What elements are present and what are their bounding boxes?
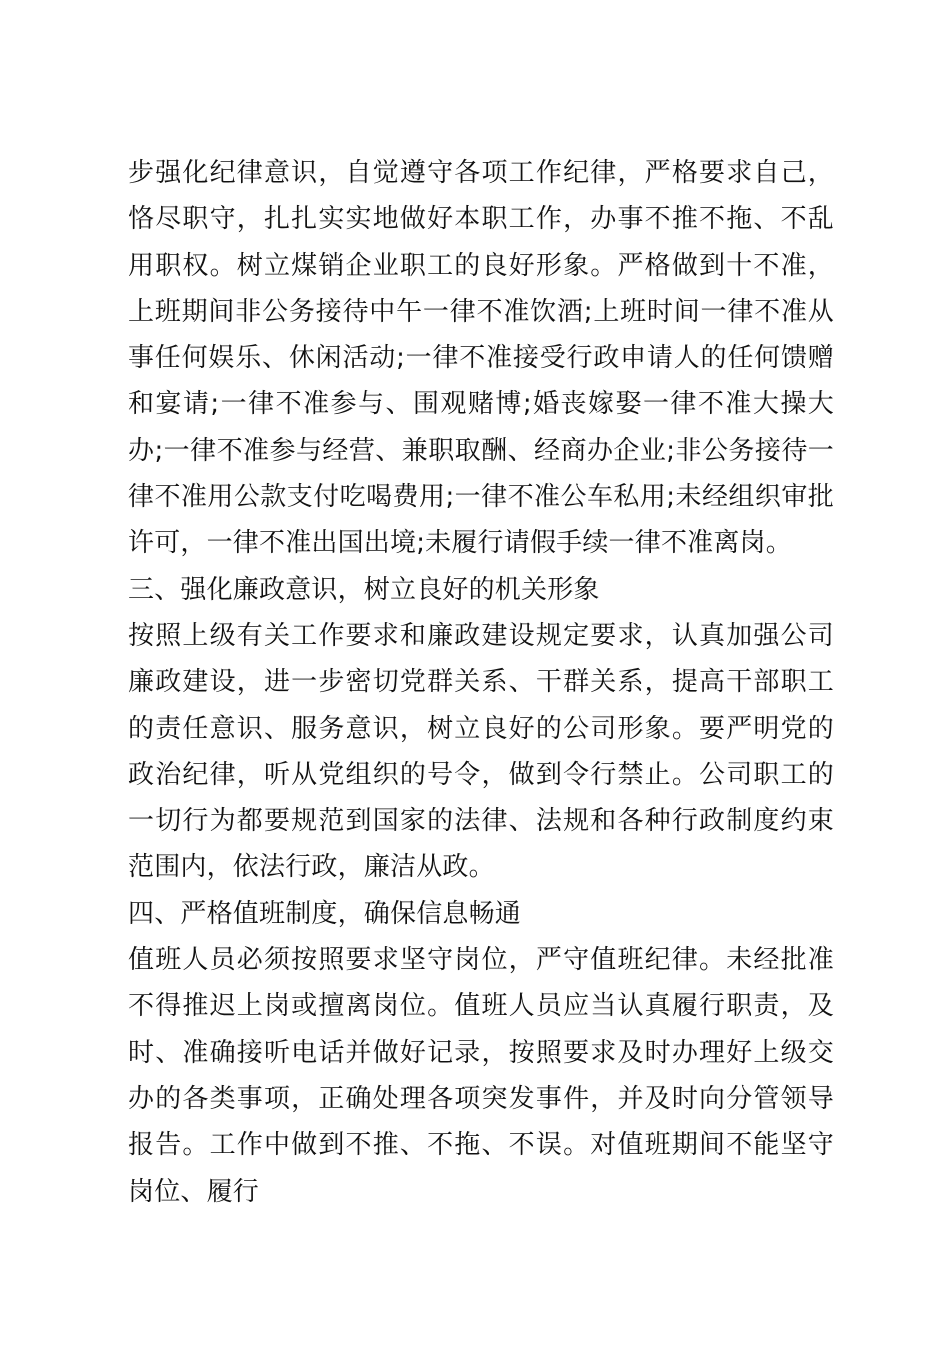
section-heading-duty: 四、严格值班制度，确保信息畅通	[128, 898, 522, 929]
document-body	[128, 150, 834, 1215]
paragraph-duty: 值班人员必须按照要求坚守岗位，严守值班纪律。未经批准不得推迟上岗或擅离岗位。值班人员应当认真履行职责，及时、准确接听电话并做好记录，按照要求及时办理好上级交办的各类事项，正确处理各项突发事件，并及时向分管领导报告。工作中做到不推、不拖、不误。对值班期间不能坚守岗位、履行	[128, 945, 834, 1207]
paragraph-discipline: 步强化纪律意识，自觉遵守各项工作纪律，严格要求自己，恪尽职守，扎扎实实地做好本职工作，办事不推不拖、不乱用职权。树立煤销企业职工的良好形象。严格做到十不准，上班期间非公务接待中午一律不准饮酒;上班时间一律不准从事任何娱乐、休闲活动;一律不准接受行政申请人的任何馈赠和宴请;一律不准参与、围观赌博;婚丧嫁娶一律不准大操大办;一律不准参与经营、兼职取酬、经商办企业;非公务接待一律不准用公款支付吃喝费用;一律不准公车私用;未经组织审批许可，一律不准出国出境;未履行请假手续一律不准离岗。	[128, 158, 834, 559]
paragraph-integrity: 按照上级有关工作要求和廉政建设规定要求，认真加强公司廉政建设，进一步密切党群关系、干群关系，提高干部职工的责任意识、服务意识，树立良好的公司形象。要严明党的政治纪律，听从党组织的号令，做到令行禁止。公司职工的一切行为都要规范到国家的法律、法规和各种行政制度约束范围内，依法行政，廉洁从政。	[128, 620, 834, 883]
section-heading-integrity: 三、强化廉政意识，树立良好的机关形象	[128, 574, 600, 605]
